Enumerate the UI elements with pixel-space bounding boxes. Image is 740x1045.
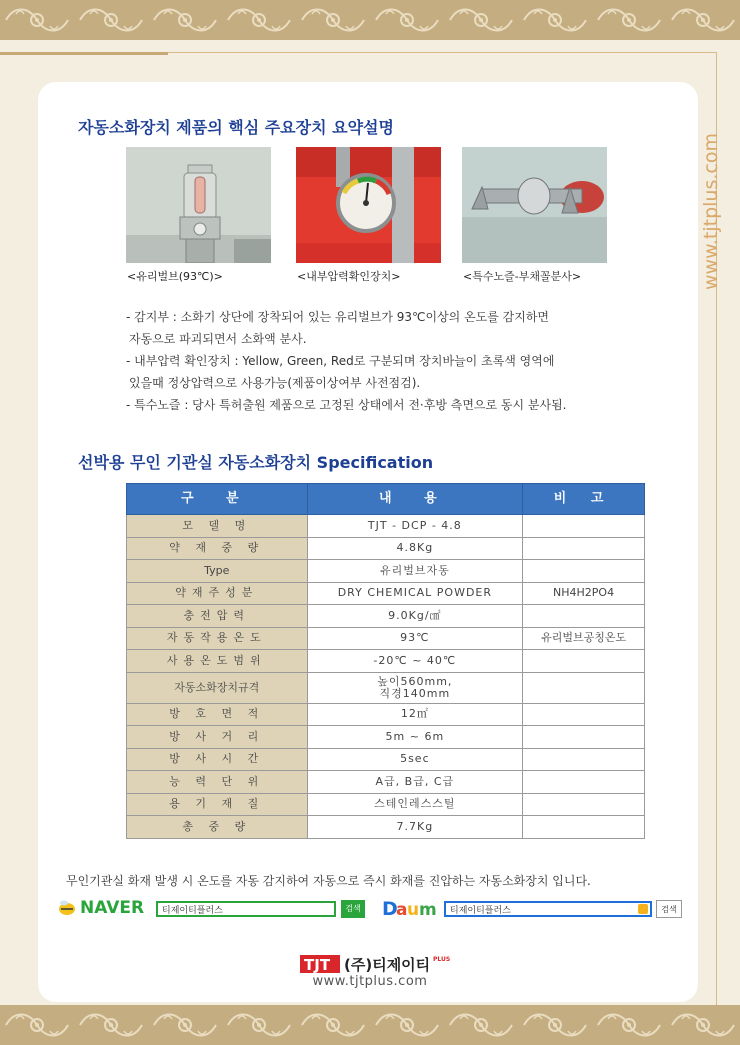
spec-label: 용 기 재 질 bbox=[127, 793, 308, 816]
footer-summary: 무인기관실 화재 발생 시 온도를 자동 감지하여 자동으로 즉시 화재를 진압하는 자동소화장치 입니다. bbox=[66, 874, 591, 888]
svg-text:m: m bbox=[419, 900, 437, 919]
top-ornament-band bbox=[0, 0, 740, 40]
spec-value: 12㎡ bbox=[307, 703, 523, 726]
bottom-ornament-band bbox=[0, 1005, 740, 1045]
spec-value: 93℃ bbox=[307, 627, 523, 650]
spec-label: 자동작용온도 bbox=[127, 627, 308, 650]
daum-search-icon[interactable] bbox=[638, 904, 648, 914]
pressure-gauge-photo bbox=[296, 147, 441, 263]
spec-value: 유리벌브자동 bbox=[307, 560, 523, 583]
spec-note bbox=[523, 650, 645, 673]
naver-search-button[interactable]: 검색 bbox=[341, 900, 365, 918]
spec-value: 7.7Kg bbox=[307, 816, 523, 839]
frame-line-top-left bbox=[0, 52, 168, 55]
spec-value: 높이560mm, 직경140mm bbox=[307, 672, 523, 703]
spec-value: 4.8Kg bbox=[307, 537, 523, 560]
header-category: 구 분 bbox=[127, 484, 308, 515]
spec-label: Type bbox=[127, 560, 308, 583]
table-row bbox=[127, 726, 645, 749]
spec-label: 약 재 중 량 bbox=[127, 537, 308, 560]
daum-logo bbox=[382, 897, 438, 924]
daum-search-button[interactable]: 검색 bbox=[656, 900, 682, 918]
table-row bbox=[127, 771, 645, 794]
spec-note bbox=[523, 771, 645, 794]
svg-text:D: D bbox=[382, 898, 398, 919]
description-line: - 감지부 : 소화기 상단에 장착되어 있는 유리벌브가 93℃이상의 온도를 감지하면 bbox=[126, 310, 550, 324]
naver-logo bbox=[57, 898, 144, 918]
specification-table bbox=[126, 483, 645, 839]
frame-line-top bbox=[168, 52, 716, 53]
spec-note bbox=[523, 793, 645, 816]
special-nozzle-caption: <특수노즐-부채꼴분사> bbox=[463, 270, 582, 283]
daum-search-input[interactable]: 티제이티플러스 bbox=[444, 901, 652, 917]
header-content: 내 용 bbox=[307, 484, 523, 515]
table-header-row bbox=[127, 484, 645, 515]
spec-note bbox=[523, 515, 645, 538]
table-row bbox=[127, 515, 645, 538]
company-url: www.tjtplus.com bbox=[312, 974, 428, 989]
table-row bbox=[127, 582, 645, 605]
description-line: 자동으로 파괴되면서 소화액 분사. bbox=[129, 332, 307, 346]
svg-text:www.tjtplus.com: www.tjtplus.com bbox=[700, 133, 722, 290]
glass-bulb-photo bbox=[126, 147, 271, 263]
table-row bbox=[127, 627, 645, 650]
spec-label: 방 호 면 적 bbox=[127, 703, 308, 726]
table-row bbox=[127, 672, 645, 703]
spec-value: 5m ~ 6m bbox=[307, 726, 523, 749]
spec-label: 능 력 단 위 bbox=[127, 771, 308, 794]
table-row bbox=[127, 650, 645, 673]
naver-search-input[interactable]: 티제이티플러스 bbox=[156, 901, 336, 917]
svg-text:TJT: TJT bbox=[304, 956, 331, 974]
vertical-site-url bbox=[697, 112, 723, 292]
table-row bbox=[127, 748, 645, 771]
table-row bbox=[127, 560, 645, 583]
table-row bbox=[127, 605, 645, 628]
svg-text:(주)티제이티: (주)티제이티 bbox=[344, 956, 431, 974]
svg-text:u: u bbox=[407, 900, 420, 919]
spec-label: 충전압력 bbox=[127, 605, 308, 628]
description-line: 있을때 정상압력으로 사용가능(제품이상여부 사전점검). bbox=[129, 376, 421, 390]
description-line: - 특수노즐 : 당사 특허출원 제품으로 고정된 상태에서 전·후방 측면으로 동시 분사됨. bbox=[126, 398, 567, 412]
spec-label: 모 델 명 bbox=[127, 515, 308, 538]
table-row bbox=[127, 816, 645, 839]
table-row bbox=[127, 537, 645, 560]
daum-logo-mark bbox=[382, 897, 438, 919]
spec-value: A급, B급, C급 bbox=[307, 771, 523, 794]
spec-note: NH4H2PO4 bbox=[523, 582, 645, 605]
pressure-gauge-caption: <내부압력확인장치> bbox=[297, 270, 401, 283]
spec-label: 방 사 시 간 bbox=[127, 748, 308, 771]
naver-logo-text: NAVER bbox=[80, 898, 145, 918]
spec-label: 총 중 량 bbox=[127, 816, 308, 839]
spec-label: 자동소화장치규격 bbox=[127, 672, 308, 703]
svg-text:a: a bbox=[396, 900, 408, 919]
spec-value: 5sec bbox=[307, 748, 523, 771]
spec-value: TJT - DCP - 4.8 bbox=[307, 515, 523, 538]
spec-note bbox=[523, 672, 645, 703]
description-line: - 내부압력 확인장치 : Yellow, Green, Red로 구분되며 장치바늘이 초록색 영역에 bbox=[126, 354, 555, 368]
spec-note bbox=[523, 816, 645, 839]
spec-note bbox=[523, 748, 645, 771]
spec-note bbox=[523, 537, 645, 560]
spec-note bbox=[523, 605, 645, 628]
section2-title: 선박용 무인 기관실 자동소화장치 Specification bbox=[78, 453, 434, 472]
spec-note bbox=[523, 726, 645, 749]
spec-value: 9.0Kg/㎠ bbox=[307, 605, 523, 628]
spec-value: -20℃ ~ 40℃ bbox=[307, 650, 523, 673]
spec-note: 유리벌브공칭온도 bbox=[523, 627, 645, 650]
spec-label: 약재주성분 bbox=[127, 582, 308, 605]
spec-note bbox=[523, 560, 645, 583]
table-row bbox=[127, 703, 645, 726]
spec-note bbox=[523, 703, 645, 726]
glass-bulb-caption: <유리벌브(93℃)> bbox=[127, 270, 223, 283]
naver-bee-icon bbox=[57, 900, 77, 916]
special-nozzle-photo bbox=[462, 147, 607, 263]
spec-label: 방 사 거 리 bbox=[127, 726, 308, 749]
svg-text:PLUS: PLUS bbox=[433, 956, 451, 963]
header-remarks: 비 고 bbox=[523, 484, 645, 515]
section1-title: 자동소화장치 제품의 핵심 주요장치 요약설명 bbox=[78, 118, 394, 137]
spec-value: 스테인레스스틸 bbox=[307, 793, 523, 816]
table-row bbox=[127, 793, 645, 816]
spec-label: 사용온도범위 bbox=[127, 650, 308, 673]
company-brand bbox=[300, 953, 460, 975]
spec-value: DRY CHEMICAL POWDER bbox=[307, 582, 523, 605]
